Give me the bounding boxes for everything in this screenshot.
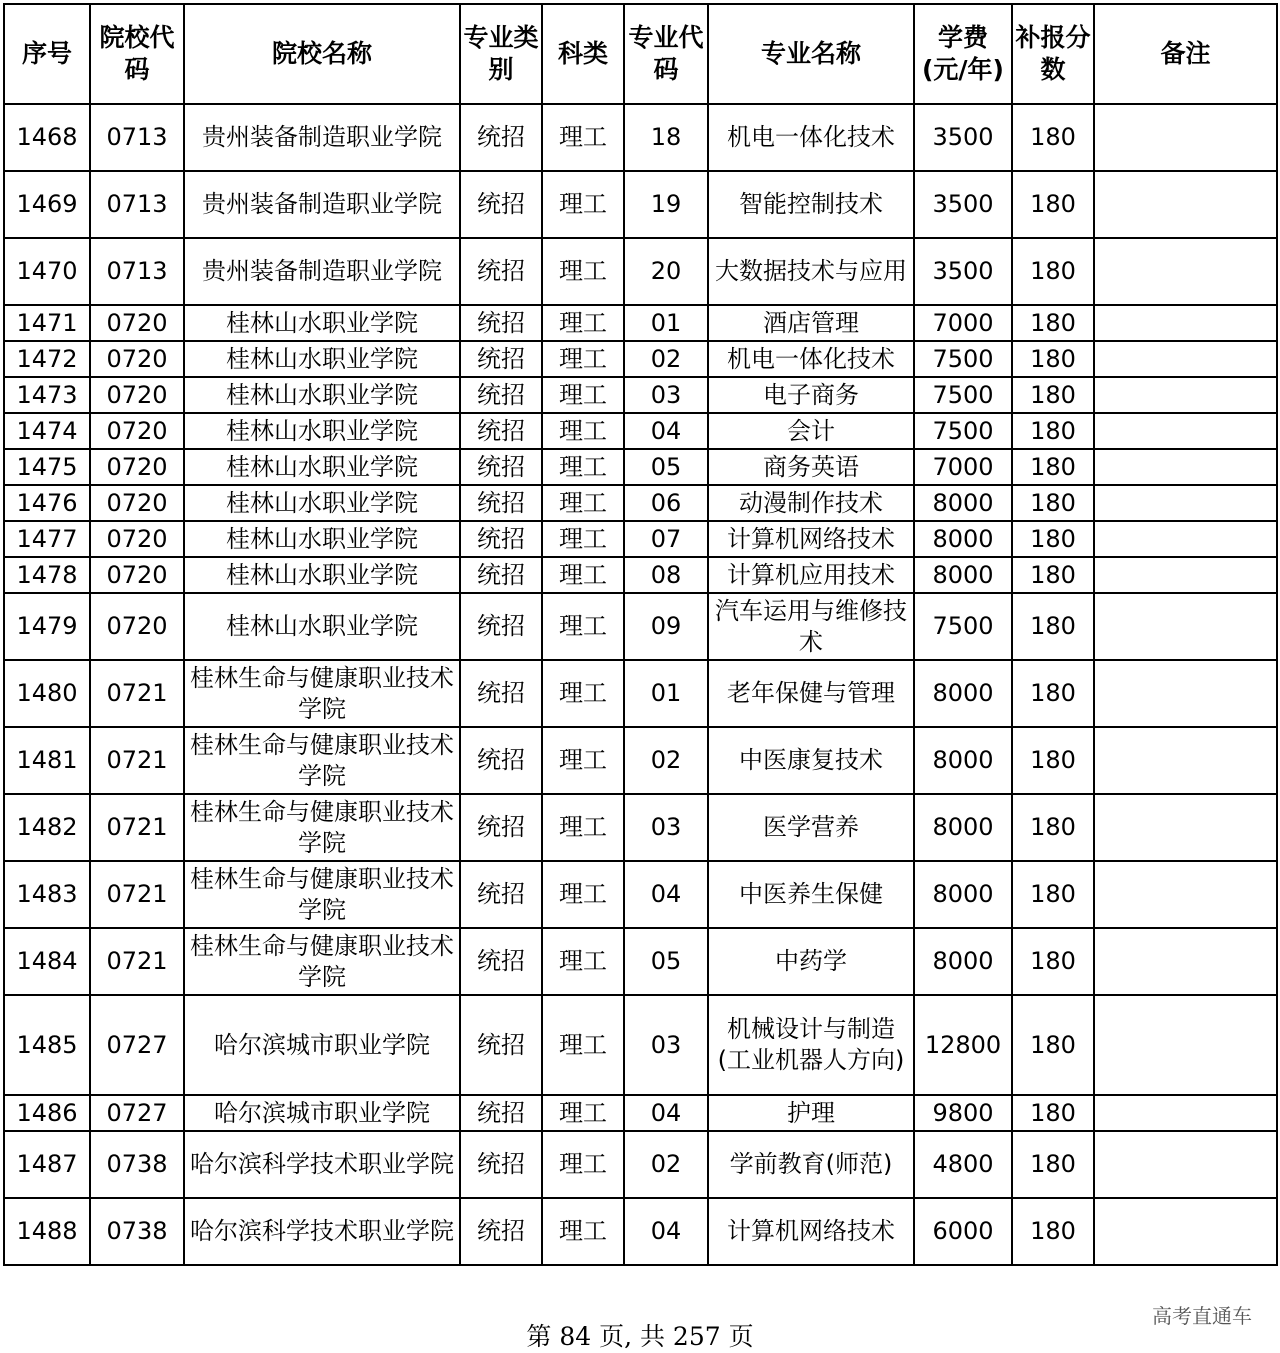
- cell-score: 180: [1012, 305, 1094, 341]
- table-row: [4, 413, 1277, 449]
- cell-score: 180: [1012, 557, 1094, 593]
- cell-major-code: 02: [624, 341, 708, 377]
- cell-seq: 1470: [4, 238, 90, 305]
- cell-seq: 1477: [4, 521, 90, 557]
- cell-tuition: 8000: [914, 660, 1012, 727]
- cell-major-type: 统招: [460, 171, 542, 238]
- cell-school-name: 桂林生命与健康职业技术学院: [184, 928, 460, 995]
- cell-tuition: 8000: [914, 794, 1012, 861]
- cell-school-code: 0720: [90, 377, 184, 413]
- cell-note: [1094, 1131, 1277, 1198]
- cell-school-name: 哈尔滨科学技术职业学院: [184, 1131, 460, 1198]
- cell-tuition: 8000: [914, 557, 1012, 593]
- cell-tuition: 7500: [914, 377, 1012, 413]
- cell-school-name: 贵州装备制造职业学院: [184, 171, 460, 238]
- cell-school-name: 桂林山水职业学院: [184, 485, 460, 521]
- cell-major-type: 统招: [460, 485, 542, 521]
- cell-major-type: 统招: [460, 238, 542, 305]
- cell-school-code: 0720: [90, 341, 184, 377]
- cell-note: [1094, 557, 1277, 593]
- cell-major-type: 统招: [460, 341, 542, 377]
- cell-score: 180: [1012, 485, 1094, 521]
- cell-major-code: 02: [624, 727, 708, 794]
- cell-major-name: 电子商务: [708, 377, 914, 413]
- cell-school-code: 0721: [90, 660, 184, 727]
- cell-tuition: 7500: [914, 413, 1012, 449]
- cell-major-code: 04: [624, 413, 708, 449]
- cell-score: 180: [1012, 660, 1094, 727]
- cell-major-name: 中药学: [708, 928, 914, 995]
- cell-category: 理工: [542, 1095, 624, 1131]
- cell-major-type: 统招: [460, 449, 542, 485]
- cell-major-type: 统招: [460, 928, 542, 995]
- cell-school-name: 桂林山水职业学院: [184, 341, 460, 377]
- cell-tuition: 6000: [914, 1198, 1012, 1265]
- cell-seq: 1481: [4, 727, 90, 794]
- cell-category: 理工: [542, 341, 624, 377]
- cell-seq: 1479: [4, 593, 90, 660]
- cell-major-code: 04: [624, 1198, 708, 1265]
- cell-seq: 1484: [4, 928, 90, 995]
- cell-school-name: 哈尔滨科学技术职业学院: [184, 1198, 460, 1265]
- cell-category: 理工: [542, 660, 624, 727]
- table-row: [4, 928, 1277, 995]
- cell-category: 理工: [542, 593, 624, 660]
- cell-school-code: 0720: [90, 593, 184, 660]
- cell-major-code: 03: [624, 377, 708, 413]
- table-row: [4, 660, 1277, 727]
- cell-category: 理工: [542, 995, 624, 1095]
- header-major-code: 专业代码: [624, 4, 708, 104]
- cell-note: [1094, 660, 1277, 727]
- table-row: [4, 1095, 1277, 1131]
- cell-major-name: 机电一体化技术: [708, 341, 914, 377]
- cell-note: [1094, 995, 1277, 1095]
- table-row: [4, 794, 1277, 861]
- cell-major-code: 09: [624, 593, 708, 660]
- cell-school-name: 桂林山水职业学院: [184, 557, 460, 593]
- cell-note: [1094, 1198, 1277, 1265]
- cell-school-code: 0720: [90, 485, 184, 521]
- cell-school-code: 0727: [90, 1095, 184, 1131]
- cell-tuition: 7000: [914, 305, 1012, 341]
- cell-school-name: 桂林山水职业学院: [184, 521, 460, 557]
- cell-major-type: 统招: [460, 861, 542, 928]
- cell-major-code: 04: [624, 861, 708, 928]
- cell-school-code: 0721: [90, 727, 184, 794]
- cell-score: 180: [1012, 794, 1094, 861]
- header-note: 备注: [1094, 4, 1277, 104]
- cell-tuition: 8000: [914, 928, 1012, 995]
- cell-major-name: 机械设计与制造(工业机器人方向): [708, 995, 914, 1095]
- cell-major-type: 统招: [460, 794, 542, 861]
- cell-school-code: 0721: [90, 794, 184, 861]
- cell-major-name: 医学营养: [708, 794, 914, 861]
- cell-major-name: 动漫制作技术: [708, 485, 914, 521]
- cell-major-type: 统招: [460, 104, 542, 171]
- cell-seq: 1480: [4, 660, 90, 727]
- cell-school-name: 桂林生命与健康职业技术学院: [184, 794, 460, 861]
- cell-category: 理工: [542, 238, 624, 305]
- cell-score: 180: [1012, 1198, 1094, 1265]
- cell-school-name: 桂林山水职业学院: [184, 449, 460, 485]
- table-row: [4, 449, 1277, 485]
- cell-category: 理工: [542, 305, 624, 341]
- cell-school-code: 0713: [90, 104, 184, 171]
- cell-seq: 1486: [4, 1095, 90, 1131]
- cell-score: 180: [1012, 1131, 1094, 1198]
- cell-tuition: 9800: [914, 1095, 1012, 1131]
- cell-school-name: 桂林山水职业学院: [184, 305, 460, 341]
- cell-note: [1094, 413, 1277, 449]
- cell-category: 理工: [542, 449, 624, 485]
- cell-major-type: 统招: [460, 557, 542, 593]
- cell-major-type: 统招: [460, 305, 542, 341]
- table-body: [4, 104, 1277, 1265]
- cell-note: [1094, 593, 1277, 660]
- watermark-text: 高考直通车: [1152, 1304, 1252, 1328]
- cell-note: [1094, 727, 1277, 794]
- cell-major-code: 02: [624, 1131, 708, 1198]
- cell-score: 180: [1012, 727, 1094, 794]
- cell-school-name: 哈尔滨城市职业学院: [184, 1095, 460, 1131]
- cell-major-name: 中医养生保健: [708, 861, 914, 928]
- cell-major-code: 06: [624, 485, 708, 521]
- cell-major-code: 03: [624, 995, 708, 1095]
- cell-tuition: 8000: [914, 861, 1012, 928]
- table-row: [4, 593, 1277, 660]
- cell-seq: 1478: [4, 557, 90, 593]
- cell-major-code: 07: [624, 521, 708, 557]
- cell-tuition: 3500: [914, 238, 1012, 305]
- page-number: 第 84 页, 共 257 页: [526, 1322, 754, 1351]
- cell-tuition: 8000: [914, 727, 1012, 794]
- admission-table: [3, 3, 1278, 1266]
- cell-score: 180: [1012, 104, 1094, 171]
- cell-category: 理工: [542, 413, 624, 449]
- cell-score: 180: [1012, 341, 1094, 377]
- table-row: [4, 557, 1277, 593]
- cell-tuition: 7500: [914, 593, 1012, 660]
- cell-major-type: 统招: [460, 1198, 542, 1265]
- cell-note: [1094, 521, 1277, 557]
- table-row: [4, 305, 1277, 341]
- cell-major-name: 机电一体化技术: [708, 104, 914, 171]
- cell-school-code: 0720: [90, 521, 184, 557]
- cell-seq: 1476: [4, 485, 90, 521]
- cell-school-code: 0713: [90, 171, 184, 238]
- cell-major-name: 汽车运用与维修技术: [708, 593, 914, 660]
- header-major-type: 专业类别: [460, 4, 542, 104]
- cell-category: 理工: [542, 104, 624, 171]
- cell-tuition: 7500: [914, 341, 1012, 377]
- cell-school-name: 贵州装备制造职业学院: [184, 238, 460, 305]
- table-row: [4, 238, 1277, 305]
- cell-tuition: 3500: [914, 104, 1012, 171]
- cell-tuition: 7000: [914, 449, 1012, 485]
- cell-major-name: 大数据技术与应用: [708, 238, 914, 305]
- cell-score: 180: [1012, 1095, 1094, 1131]
- cell-major-code: 05: [624, 449, 708, 485]
- cell-school-name: 桂林山水职业学院: [184, 413, 460, 449]
- cell-category: 理工: [542, 171, 624, 238]
- cell-category: 理工: [542, 485, 624, 521]
- cell-school-code: 0727: [90, 995, 184, 1095]
- header-school-code: 院校代码: [90, 4, 184, 104]
- cell-major-code: 05: [624, 928, 708, 995]
- cell-school-code: 0720: [90, 449, 184, 485]
- header-score: 补报分数: [1012, 4, 1094, 104]
- cell-school-code: 0720: [90, 557, 184, 593]
- cell-note: [1094, 171, 1277, 238]
- cell-note: [1094, 485, 1277, 521]
- cell-major-code: 01: [624, 660, 708, 727]
- cell-major-type: 统招: [460, 377, 542, 413]
- cell-note: [1094, 794, 1277, 861]
- cell-score: 180: [1012, 377, 1094, 413]
- cell-school-code: 0720: [90, 413, 184, 449]
- cell-school-name: 哈尔滨城市职业学院: [184, 995, 460, 1095]
- table-row: [4, 727, 1277, 794]
- cell-category: 理工: [542, 861, 624, 928]
- table-row: [4, 521, 1277, 557]
- cell-school-code: 0738: [90, 1198, 184, 1265]
- cell-major-type: 统招: [460, 727, 542, 794]
- cell-note: [1094, 341, 1277, 377]
- cell-school-code: 0713: [90, 238, 184, 305]
- table-row: [4, 341, 1277, 377]
- cell-major-name: 计算机网络技术: [708, 1198, 914, 1265]
- cell-seq: 1482: [4, 794, 90, 861]
- cell-major-name: 会计: [708, 413, 914, 449]
- cell-major-code: 08: [624, 557, 708, 593]
- table-row: [4, 377, 1277, 413]
- cell-note: [1094, 305, 1277, 341]
- header-major-name: 专业名称: [708, 4, 914, 104]
- table-row: [4, 1198, 1277, 1265]
- cell-major-type: 统招: [460, 660, 542, 727]
- header-category: 科类: [542, 4, 624, 104]
- cell-school-name: 桂林山水职业学院: [184, 593, 460, 660]
- cell-major-name: 计算机应用技术: [708, 557, 914, 593]
- cell-major-type: 统招: [460, 413, 542, 449]
- cell-seq: 1485: [4, 995, 90, 1095]
- cell-major-name: 护理: [708, 1095, 914, 1131]
- cell-category: 理工: [542, 377, 624, 413]
- cell-tuition: 12800: [914, 995, 1012, 1095]
- cell-category: 理工: [542, 521, 624, 557]
- cell-school-code: 0720: [90, 305, 184, 341]
- cell-score: 180: [1012, 521, 1094, 557]
- table-row: [4, 1131, 1277, 1198]
- cell-school-name: 贵州装备制造职业学院: [184, 104, 460, 171]
- cell-seq: 1475: [4, 449, 90, 485]
- cell-major-code: 19: [624, 171, 708, 238]
- cell-tuition: 3500: [914, 171, 1012, 238]
- cell-category: 理工: [542, 727, 624, 794]
- cell-seq: 1488: [4, 1198, 90, 1265]
- cell-major-type: 统招: [460, 1095, 542, 1131]
- cell-note: [1094, 377, 1277, 413]
- cell-school-code: 0721: [90, 861, 184, 928]
- cell-major-code: 03: [624, 794, 708, 861]
- cell-score: 180: [1012, 171, 1094, 238]
- cell-major-code: 04: [624, 1095, 708, 1131]
- cell-major-name: 商务英语: [708, 449, 914, 485]
- cell-seq: 1472: [4, 341, 90, 377]
- cell-category: 理工: [542, 1198, 624, 1265]
- cell-major-type: 统招: [460, 995, 542, 1095]
- cell-major-type: 统招: [460, 521, 542, 557]
- cell-major-code: 20: [624, 238, 708, 305]
- cell-tuition: 4800: [914, 1131, 1012, 1198]
- cell-note: [1094, 104, 1277, 171]
- cell-major-name: 老年保健与管理: [708, 660, 914, 727]
- cell-score: 180: [1012, 413, 1094, 449]
- cell-score: 180: [1012, 995, 1094, 1095]
- cell-category: 理工: [542, 1131, 624, 1198]
- cell-category: 理工: [542, 794, 624, 861]
- cell-score: 180: [1012, 861, 1094, 928]
- cell-major-name: 酒店管理: [708, 305, 914, 341]
- cell-major-name: 中医康复技术: [708, 727, 914, 794]
- cell-note: [1094, 861, 1277, 928]
- cell-seq: 1483: [4, 861, 90, 928]
- table-row: [4, 485, 1277, 521]
- cell-major-name: 计算机网络技术: [708, 521, 914, 557]
- header-row: [4, 4, 1277, 104]
- cell-score: 180: [1012, 449, 1094, 485]
- cell-school-name: 桂林生命与健康职业技术学院: [184, 861, 460, 928]
- cell-major-name: 智能控制技术: [708, 171, 914, 238]
- cell-school-name: 桂林生命与健康职业技术学院: [184, 727, 460, 794]
- cell-note: [1094, 1095, 1277, 1131]
- cell-major-code: 01: [624, 305, 708, 341]
- cell-seq: 1468: [4, 104, 90, 171]
- cell-school-code: 0721: [90, 928, 184, 995]
- table-row: [4, 995, 1277, 1095]
- header-school-name: 院校名称: [184, 4, 460, 104]
- header-seq: 序号: [4, 4, 90, 104]
- cell-major-type: 统招: [460, 1131, 542, 1198]
- cell-category: 理工: [542, 557, 624, 593]
- table-row: [4, 861, 1277, 928]
- cell-seq: 1487: [4, 1131, 90, 1198]
- cell-seq: 1469: [4, 171, 90, 238]
- cell-note: [1094, 238, 1277, 305]
- cell-score: 180: [1012, 593, 1094, 660]
- table-row: [4, 104, 1277, 171]
- header-tuition: 学费(元/年): [914, 4, 1012, 104]
- cell-category: 理工: [542, 928, 624, 995]
- cell-note: [1094, 928, 1277, 995]
- cell-major-code: 18: [624, 104, 708, 171]
- cell-note: [1094, 449, 1277, 485]
- cell-seq: 1474: [4, 413, 90, 449]
- cell-score: 180: [1012, 928, 1094, 995]
- cell-major-type: 统招: [460, 593, 542, 660]
- cell-seq: 1473: [4, 377, 90, 413]
- cell-school-name: 桂林山水职业学院: [184, 377, 460, 413]
- cell-school-code: 0738: [90, 1131, 184, 1198]
- cell-school-name: 桂林生命与健康职业技术学院: [184, 660, 460, 727]
- cell-seq: 1471: [4, 305, 90, 341]
- table-row: [4, 171, 1277, 238]
- cell-major-name: 学前教育(师范): [708, 1131, 914, 1198]
- cell-tuition: 8000: [914, 485, 1012, 521]
- cell-tuition: 8000: [914, 521, 1012, 557]
- cell-score: 180: [1012, 238, 1094, 305]
